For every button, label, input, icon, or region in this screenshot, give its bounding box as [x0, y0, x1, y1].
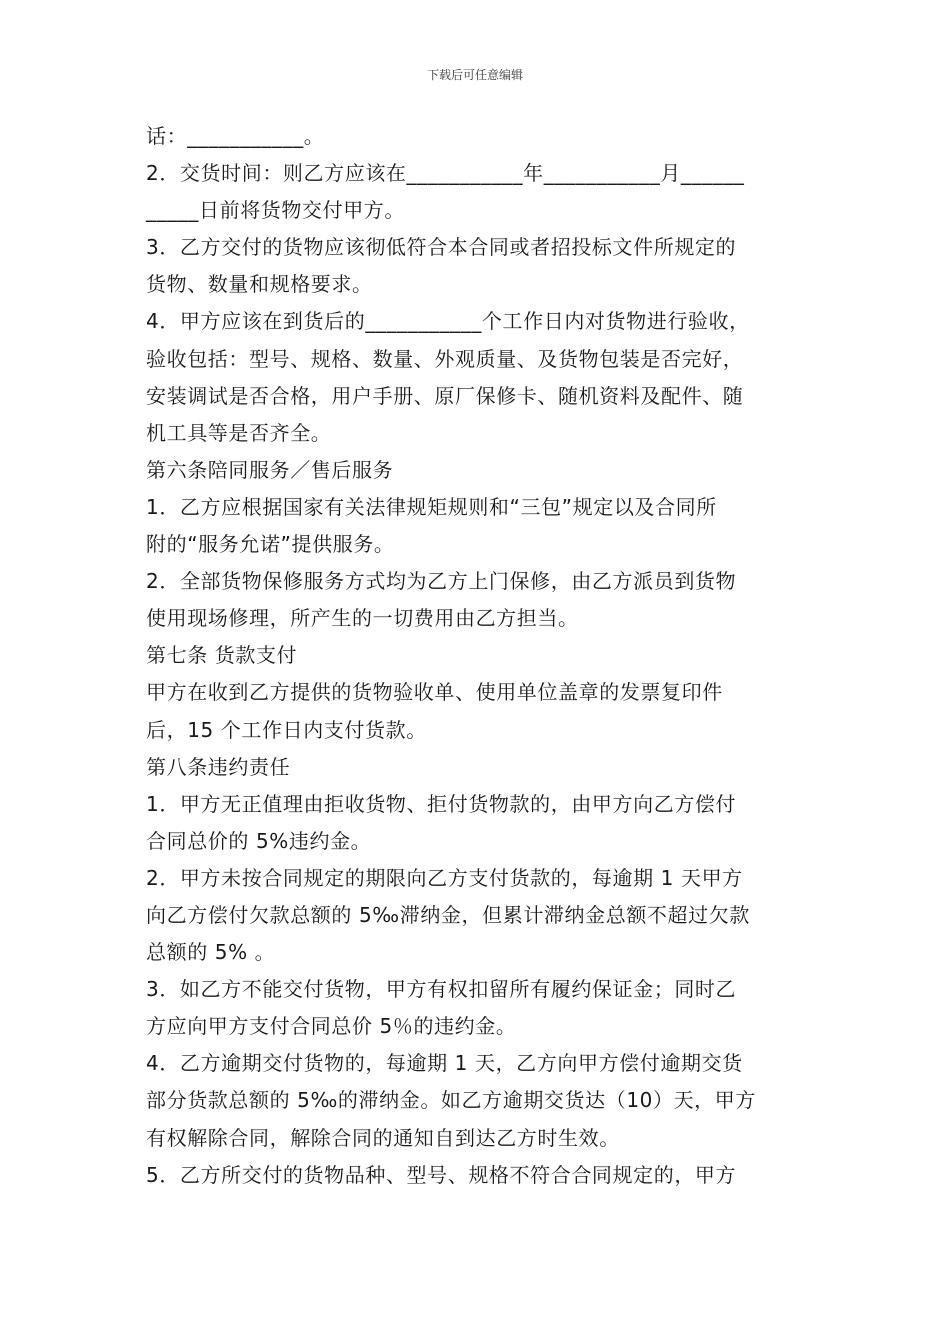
text-line: 2．甲方未按合同规定的期限向乙方支付货款的，每逾期 1 天甲方 — [146, 865, 743, 890]
text-line: 甲方在收到乙方提供的货物验收单、使用单位盖章的发票复印件 — [146, 680, 723, 705]
text-line: 3．如乙方不能交付货物，甲方有权扣留所有履约保证金；同时乙 — [146, 977, 737, 1002]
text-line: 有权解除合同，解除合同的通知自到达乙方时生效。 — [146, 1125, 620, 1150]
text-line: 向乙方偿付欠款总额的 5‰滞纳金，但累计滞纳金总额不超过欠款 — [146, 902, 750, 927]
text-line: 3．乙方交付的货物应该彻低符合本合同或者招投标文件所规定的 — [146, 235, 737, 260]
section-heading: 第七条 货款支付 — [146, 643, 298, 668]
text-line: 4．乙方逾期交付货物的，每逾期 1 天，乙方向甲方偿付逾期交货 — [146, 1051, 743, 1076]
text-line: 5．乙方所交付的货物品种、型号、规格不符合合同规定的，甲方 — [146, 1162, 737, 1187]
text-line: 部分货款总额的 5‰的滞纳金。如乙方逾期交货达（10）天，甲方 — [146, 1088, 756, 1113]
text-line: 2．交货时间：则乙方应该在___________年___________月______ — [146, 161, 745, 186]
text-line: 机工具等是否齐全。 — [146, 420, 332, 445]
document-body — [146, 118, 812, 1194]
page-header-note: 下载后可任意编辑 — [426, 68, 523, 82]
text-line: 总额的 5% 。 — [146, 940, 276, 965]
text-line: 验收包括：型号、规格、数量、外观质量、及货物包装是否完好， — [146, 346, 744, 371]
text-line: 方应向甲方支付合同总价 5％的违约金。 — [146, 1014, 517, 1039]
text-line: 附的“服务允诺”提供服务。 — [146, 532, 395, 557]
text-line: 合同总价的 5%违约金。 — [146, 828, 372, 853]
text-line: 1．甲方无正值理由拒收货物、拒付货物款的，由甲方向乙方偿付 — [146, 791, 737, 816]
text-line: 后，15 个工作日内支付货款。 — [146, 717, 427, 742]
text-line: 2．全部货物保修服务方式均为乙方上门保修，由乙方派员到货物 — [146, 569, 737, 594]
section-heading: 第六条陪同服务／售后服务 — [146, 457, 394, 482]
text-line: 4．甲方应该在到货后的___________个工作日内对货物进行验收， — [146, 309, 750, 334]
text-line: 货物、数量和规格要求。 — [146, 272, 373, 297]
text-line: _____日前将货物交付甲方。 — [146, 198, 405, 223]
text-line: 话：___________。 — [146, 124, 325, 148]
text-line: 1．乙方应根据国家有关法律规矩规则和“三包”规定以及合同所 — [146, 494, 717, 519]
text-line: 使用现场修理，所产生的一切费用由乙方担当。 — [146, 606, 579, 631]
text-line: 安装调试是否合格，用户手册、原厂保修卡、随机资料及配件、随 — [146, 383, 744, 408]
section-heading: 第八条违约责任 — [146, 754, 291, 779]
